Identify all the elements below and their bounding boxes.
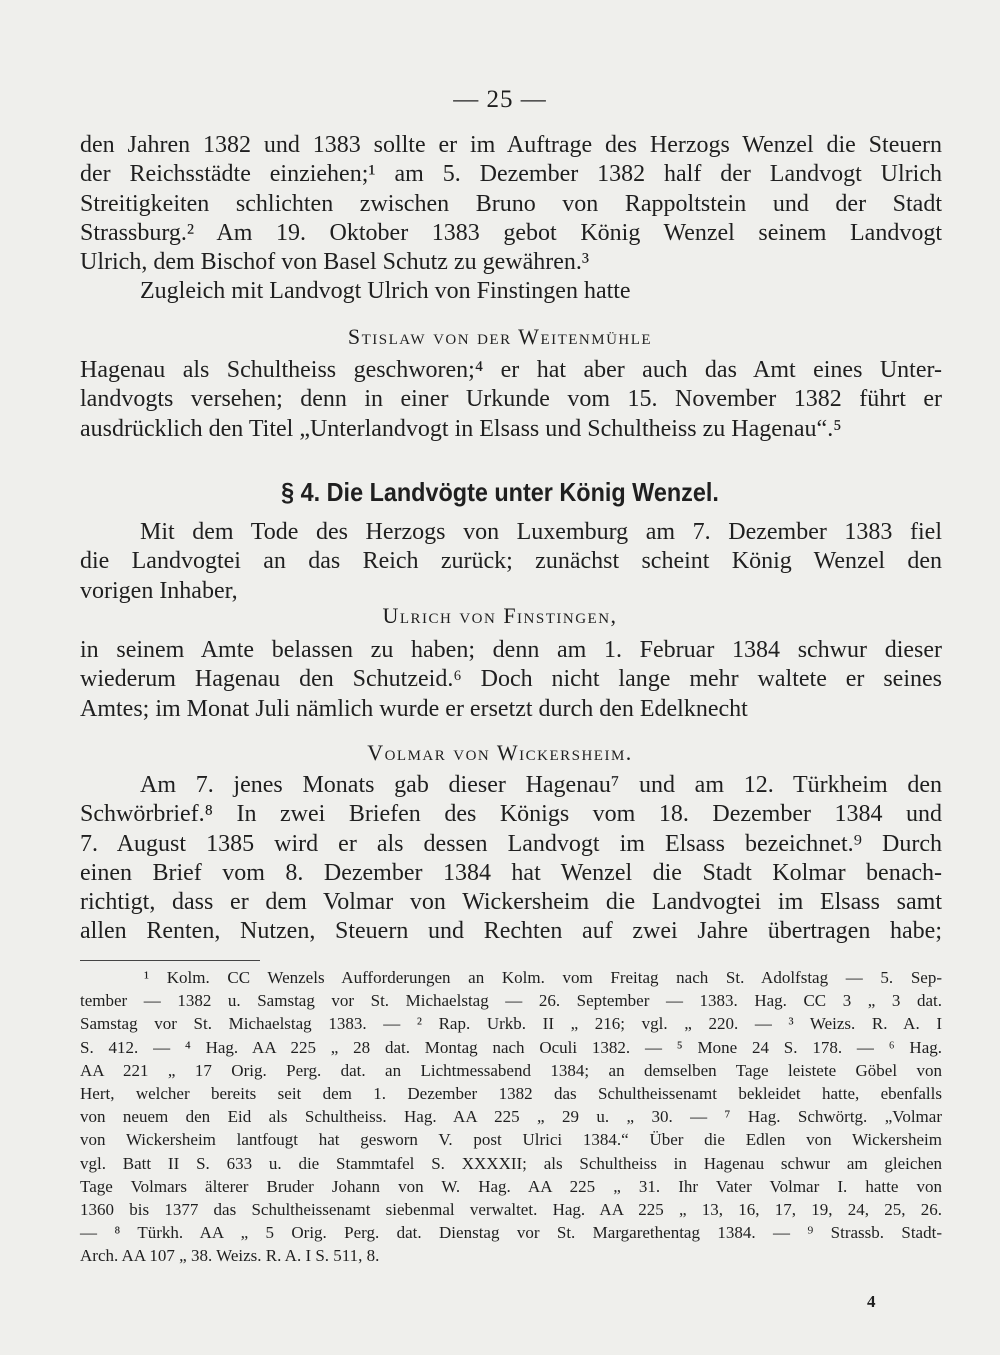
text-line: Zugleich mit Landvogt Ulrich von Finstingen hatte (140, 278, 631, 305)
text-line: der Reichsstädte einziehen;¹ am 5. Dezember 1382 half der Landvogt Ulrich (80, 161, 942, 188)
text-line: die Landvogtei an das Reich zurück; zunächst scheint König Wenzel den (80, 548, 942, 575)
paragraph-block-3 (80, 518, 942, 606)
footnote-line: von Wickersheim lantfougt hat gesworn V. post Ulrici 1384.“ Über die Edlen von Wickersheim (80, 1130, 942, 1150)
footnote-line: tember — 1382 u. Samstag vor St. Michaelstag — 26. September — 1383. Hag. CC 3 „ 3 dat. (80, 991, 942, 1011)
text-line: vorigen Inhaber, (80, 577, 238, 604)
text-line: 7. August 1385 wird er als dessen Landvogt im Elsass bezeichnet.⁹ Durch (80, 830, 942, 857)
paragraph-block-5 (80, 771, 942, 947)
text-line: Strassburg.² Am 19. Oktober 1383 gebot König Wenzel seinem Landvogt (80, 219, 942, 246)
footnote-divider (80, 960, 260, 961)
paragraph-block-4 (80, 636, 942, 724)
text-line: allen Renten, Nutzen, Steuern und Rechten auf zwei Jahre übertragen habe; (80, 918, 942, 945)
text-line: in seinem Amte belassen zu haben; denn am 1. Februar 1384 schwur dieser (80, 637, 942, 663)
footnote-line: 1360 bis 1377 das Schultheissenamt siebenmal verwaltet. Hag. AA 225 „ 13, 16, 17, 19, 24, 25, 26. (80, 1199, 942, 1219)
name-heading-volmar: Volmar von Wickersheim. (367, 740, 633, 765)
signature-mark: 4 (867, 1292, 876, 1311)
text-line: Mit dem Tode des Herzogs von Luxemburg am 7. Dezember 1383 fiel (140, 519, 942, 545)
footnote-line: ¹ Kolm. CC Wenzels Aufforderungen an Kolm. vom Freitag nach St. Adolfstag — 5. Sep- (144, 968, 942, 987)
footnote-line: Samstag vor St. Michaelstag 1383. — ² Rap. Urkb. II „ 216; vgl. „ 220. — ³ Weizs. R. A. I (80, 1014, 942, 1034)
paragraph-block-2 (80, 356, 942, 444)
footnote-line: AA 221 „ 17 Orig. Perg. dat. an Lichtmessabend 1384; an demselben Tage leistete Göbel von (80, 1060, 942, 1080)
footnote-line: von neuem den Eid als Schultheiss. Hag. AA 225 „ 29 u. „ 30. — ⁷ Hag. Schwörtg. „Volmar (80, 1107, 942, 1127)
text-line: Ulrich, dem Bischof von Basel Schutz zu gewähren.³ (80, 249, 590, 276)
text-line: Schwörbrief.⁸ In zwei Briefen des Königs vom 18. Dezember 1384 und (80, 801, 942, 828)
text-line: Amtes; im Monat Juli nämlich wurde er ersetzt durch den Edelknecht (80, 695, 748, 722)
text-line: den Jahren 1382 und 1383 sollte er im Auftrage des Herzogs Wenzel die Steuern (80, 132, 942, 158)
text-line: richtigt, dass er dem Volmar von Wickersheim die Landvogtei im Elsass samt (80, 889, 942, 916)
text-line: Hagenau als Schultheiss geschworen;⁴ er hat aber auch das Amt eines Unter- (80, 357, 942, 383)
footnote-line: Arch. AA 107 „ 38. Weizs. R. A. I S. 511, 8. (80, 1246, 380, 1266)
paragraph-block-1 (80, 131, 942, 307)
footnote-line: Hert, welcher bereits seit dem 1. Dezember 1382 das Schultheissenamt bekleidet hatte, ebenfalls (80, 1083, 942, 1103)
name-heading-stislaw: Stislaw von der Weitenmühle (347, 324, 653, 349)
footnote-line: — ⁸ Türkh. AA „ 5 Orig. Perg. dat. Dienstag vor St. Margarethentag 1384. — ⁹ Strassb. Stadt- (80, 1223, 942, 1243)
footnotes (80, 966, 942, 1267)
footnote-line: vgl. Batt II S. 633 u. die Stammtafel S. XXXXII; als Schultheiss in Hagenau schwur am gleichen (80, 1153, 942, 1173)
text-line: ausdrücklich den Titel „Unterlandvogt in Elsass und Schultheiss zu Hagenau“.⁵ (80, 415, 842, 442)
footnote-line: Tage Volmars älterer Bruder Johann von W. Hag. AA 225 „ 31. Ihr Vater Volmar I. hatte von (80, 1176, 942, 1196)
section-heading: § 4. Die Landvögte unter König Wenzel. (281, 477, 719, 507)
text-line: Am 7. jenes Monats gab dieser Hagenau⁷ und am 12. Türkheim den (140, 772, 942, 798)
text-line: Streitigkeiten schlichten zwischen Bruno von Rappoltstein und der Stadt (80, 190, 942, 217)
name-heading-ulrich: Ulrich von Finstingen, (382, 603, 618, 628)
text-line: landvogts versehen; denn in einer Urkunde vom 15. November 1382 führt er (80, 386, 942, 413)
footnote-line: S. 412. — ⁴ Hag. AA 225 „ 28 dat. Montag nach Oculi 1382. — ⁵ Mone 24 S. 178. — ⁶ Hag. (80, 1037, 942, 1057)
text-line: wiederum Hagenau den Schutzeid.⁶ Doch nicht lange mehr waltete er seines (80, 666, 942, 693)
text-line: einen Brief vom 8. Dezember 1384 hat Wenzel die Stadt Kolmar benach- (80, 859, 942, 886)
page-number: — 25 — (453, 86, 547, 113)
